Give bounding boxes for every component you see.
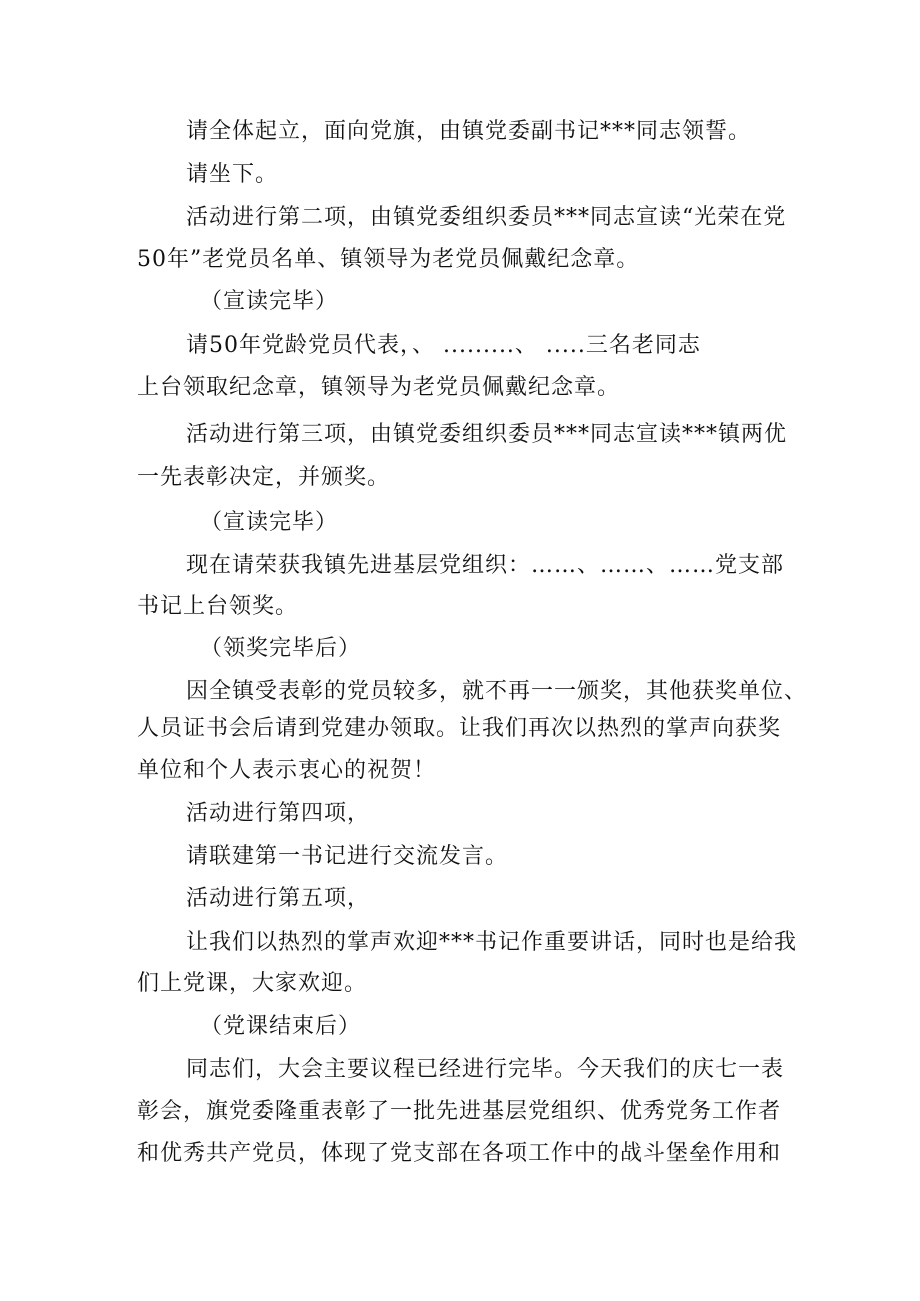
- text-line-5: （宣读完毕）: [200, 289, 339, 314]
- text-line-2: 请坐下。: [186, 162, 279, 187]
- text-line-22: （党课结束后）: [200, 1014, 362, 1039]
- text-line-23: 同志们，大会主要议程已经进行完毕。今天我们的庆七一表: [186, 1057, 785, 1082]
- text-line-10: （宣读完毕）: [200, 510, 339, 535]
- text-line-19: 活动进行第五项，: [186, 886, 371, 911]
- text-line-4: 50年”老党员名单、镇领导为老党员佩戴纪念章。: [137, 247, 640, 272]
- text-line-24: 彰会，旗党委隆重表彰了一批先进基层党组织、优秀党务工作者: [137, 1099, 782, 1124]
- text-line-17: 活动进行第四项，: [186, 801, 371, 826]
- text-line-8: 活动进行第三项，由镇党委组织委员***同志宣读***镇两优: [186, 422, 788, 447]
- text-line-18: 请联建第一书记进行交流发言。: [186, 844, 509, 869]
- text-line-21: 们上党课，大家欢迎。: [137, 971, 368, 996]
- text-line-15: 人员证书会后请到党建办领取。让我们再次以热烈的掌声向获奖: [137, 716, 782, 741]
- text-line-13: （领奖完毕后）: [200, 636, 362, 661]
- text-line-25: 和优秀共产党员，体现了党支部在各项工作中的战斗堡垒作用和: [137, 1141, 782, 1166]
- text-line-16: 单位和个人表示衷心的祝贺！: [137, 758, 437, 783]
- text-line-20: 让我们以热烈的掌声欢迎***书记作重要讲话，同时也是给我: [186, 930, 798, 955]
- text-line-12: 书记上台领奖。: [137, 594, 299, 619]
- text-line-11: 现在请荣获我镇先进基层党组织：……、……、……党支部: [186, 553, 785, 578]
- text-line-9: 一先表彰决定，并颁奖。: [137, 465, 391, 490]
- text-line-3: 活动进行第二项，由镇党委组织委员***同志宣读“光荣在党: [186, 205, 787, 230]
- text-line-14: 因全镇受表彰的党员较多，就不再一一颁奖，其他获奖单位、: [186, 679, 808, 704]
- text-line-1: 请全体起立，面向党旗，由镇党委副书记***同志领誓。: [186, 119, 752, 144]
- text-line-6: 请50年党龄党员代表，、 .........、 .....三名老同志: [186, 333, 701, 358]
- text-line-7: 上台领取纪念章，镇领导为老党员佩戴纪念章。: [137, 375, 621, 400]
